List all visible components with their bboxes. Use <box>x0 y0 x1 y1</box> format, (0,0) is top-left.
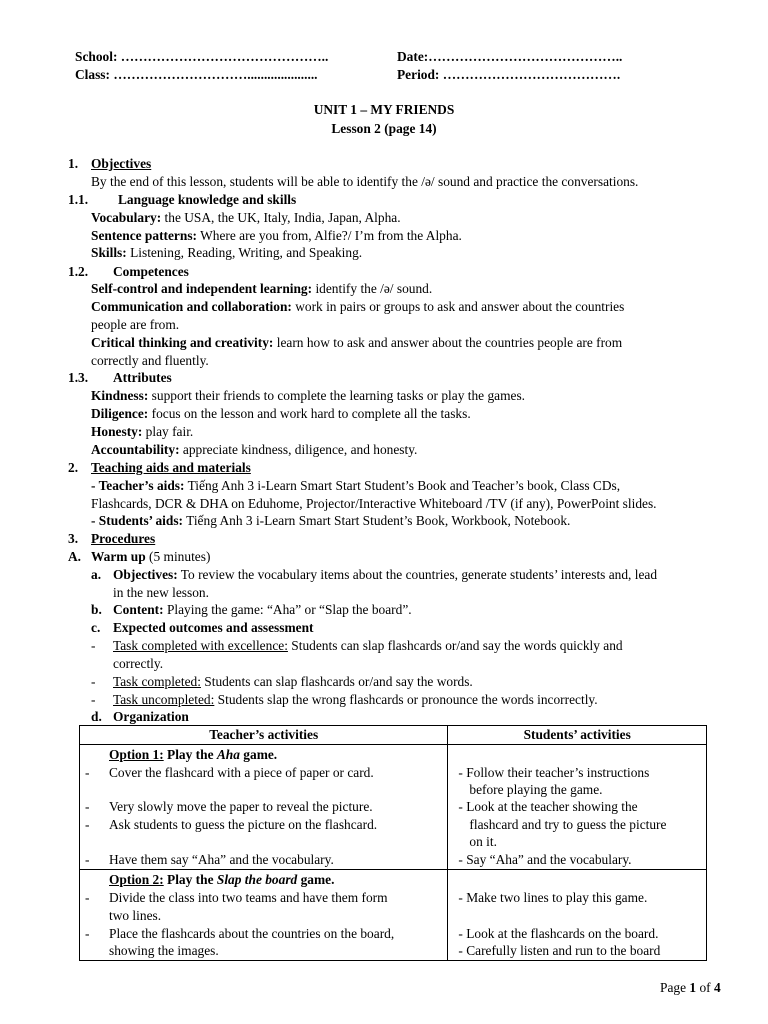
communication-line: Communication and collaboration: work in pairs or groups to ask and answer about the countries <box>91 299 625 314</box>
teacher-step: Cover the flashcard with a piece of paper or card. <box>109 765 374 780</box>
school-field: School: ……………………………………….. <box>75 49 329 64</box>
bullet-dash: - <box>91 692 96 707</box>
section-title-teaching-aids: Teaching aids and materials <box>91 460 251 475</box>
activities-table <box>79 725 707 961</box>
option2-students-cell <box>448 870 707 961</box>
excellence-line: Task completed with excellence: Students can slap flashcards or/and say the words quickly and <box>113 638 623 653</box>
student-step: - Look at the flashcards on the board. <box>458 926 659 941</box>
student-step: - Say “Aha” and the vocabulary. <box>458 852 632 867</box>
warm-up-objectives: Objectives: To review the vocabulary items about the countries, generate students’ interests and, lead <box>113 567 658 582</box>
bullet-dash: - <box>85 926 90 941</box>
excellence-line-2: correctly. <box>113 656 164 671</box>
student-step: - Make two lines to play this game. <box>458 890 648 905</box>
student-step: - Look at the teacher showing the <box>458 799 638 814</box>
bullet-dash: - <box>85 799 90 814</box>
uncompleted-line: Task uncompleted: Students slap the wrong flashcards or pronounce the words incorrectly. <box>113 692 598 707</box>
kindness-line: Kindness: support their friends to complete the learning tasks or play the games. <box>91 388 526 403</box>
organization-title: Organization <box>113 709 189 724</box>
students-activities-header: Students’ activities <box>448 726 707 745</box>
section-number: 3. <box>68 531 79 546</box>
bullet-dash: - <box>85 765 90 780</box>
option1-teacher-cell <box>80 745 448 870</box>
subsection-number: 1.2. <box>68 264 89 279</box>
lesson-title: Lesson 2 (page 14) <box>331 121 437 136</box>
teacher-step: Have them say “Aha” and the vocabulary. <box>109 852 334 867</box>
bullet-dash: - <box>91 638 96 653</box>
student-step: - Follow their teacher’s instructions <box>458 765 650 780</box>
section-number: 2. <box>68 460 79 475</box>
self-control-line: Self-control and independent learning: identify the /ə/ sound. <box>91 281 433 296</box>
option2-teacher-cell <box>80 870 448 961</box>
subsection-number: 1.3. <box>68 370 89 385</box>
subsection-title: Attributes <box>113 370 172 385</box>
student-step-cont: on it. <box>469 834 497 849</box>
expected-outcomes-title: Expected outcomes and assessment <box>113 620 314 635</box>
subsection-title: Competences <box>113 264 189 279</box>
page-number: Page 1 of 4 <box>660 980 721 995</box>
item-letter: a. <box>91 567 102 582</box>
objectives-intro: By the end of this lesson, students will be able to identify the /ə/ sound and practice the conversations. <box>91 174 639 189</box>
class-field: Class: …………………………..................... <box>75 67 318 82</box>
warm-up-objectives-2: in the new lesson. <box>113 585 209 600</box>
teacher-step-cont: showing the images. <box>109 943 219 958</box>
date-field: Date:…………………………………….. <box>397 49 623 64</box>
bullet-dash: - <box>85 852 90 867</box>
bullet-dash: - <box>85 890 90 905</box>
warm-up-title: Warm up (5 minutes) <box>91 549 211 564</box>
subsection-title: Language knowledge and skills <box>118 192 297 207</box>
bullet-dash: - <box>85 817 90 832</box>
honesty-line: Honesty: play fair. <box>91 424 194 439</box>
student-step-cont: flashcard and try to guess the picture <box>469 817 667 832</box>
accountability-line: Accountability: appreciate kindness, diligence, and honesty. <box>91 442 418 457</box>
teacher-step: Divide the class into two teams and have them form <box>109 890 388 905</box>
completed-line: Task completed: Students can slap flashcards or/and say the words. <box>113 674 473 689</box>
option1-title: Option 1: Play the Aha game. <box>109 747 278 762</box>
skills-line: Skills: Listening, Reading, Writing, and Speaking. <box>91 245 363 260</box>
section-title-procedures: Procedures <box>91 531 156 546</box>
section-title-objectives: Objectives <box>91 156 152 171</box>
vocabulary-line: Vocabulary: the USA, the UK, Italy, India, Japan, Alpha. <box>91 210 401 225</box>
section-number: 1. <box>68 156 79 171</box>
unit-title: UNIT 1 – MY FRIENDS <box>313 102 455 117</box>
diligence-line: Diligence: focus on the lesson and work hard to complete all the tasks. <box>91 406 471 421</box>
teacher-aids-line: - Teacher’s aids: Tiếng Anh 3 i-Learn Smart Start Student’s Book and Teacher’s book, Class CDs, <box>91 478 621 493</box>
teacher-aids-line-2: Flashcards, DCR & DHA on Eduhome, Projector/Interactive Whiteboard /TV (if any), PowerPoint slides. <box>91 496 657 511</box>
option1-students-cell <box>448 745 707 870</box>
sentence-patterns-line: Sentence patterns: Where are you from, Alfie?/ I’m from the Alpha. <box>91 228 462 243</box>
option2-title: Option 2: Play the Slap the board game. <box>109 872 335 887</box>
student-step-cont: before playing the game. <box>469 782 603 797</box>
student-aids-line: - Students’ aids: Tiếng Anh 3 i-Learn Smart Start Student’s Book, Workbook, Notebook. <box>91 513 571 528</box>
communication-line-2: people are from. <box>91 317 180 332</box>
subsection-number: 1.1. <box>68 192 89 207</box>
critical-thinking-line-2: correctly and fluently. <box>91 353 209 368</box>
teacher-step: Very slowly move the paper to reveal the picture. <box>109 799 373 814</box>
teacher-step: Place the flashcards about the countries on the board, <box>109 926 395 941</box>
item-letter: c. <box>91 620 101 635</box>
bullet-dash: - <box>91 674 96 689</box>
warm-up-content: Content: Playing the game: “Aha” or “Slap the board”. <box>113 602 412 617</box>
item-letter: b. <box>91 602 102 617</box>
teacher-step-cont: two lines. <box>109 908 162 923</box>
part-letter: A. <box>68 549 82 564</box>
period-field: Period: …………………………………. <box>397 67 621 82</box>
critical-thinking-line: Critical thinking and creativity: learn how to ask and answer about the countries people are from <box>91 335 623 350</box>
item-letter: d. <box>91 709 102 724</box>
student-step: - Carefully listen and run to the board <box>458 943 661 958</box>
teacher-step: Ask students to guess the picture on the flashcard. <box>109 817 378 832</box>
teacher-activities-header: Teacher’s activities <box>80 726 448 745</box>
